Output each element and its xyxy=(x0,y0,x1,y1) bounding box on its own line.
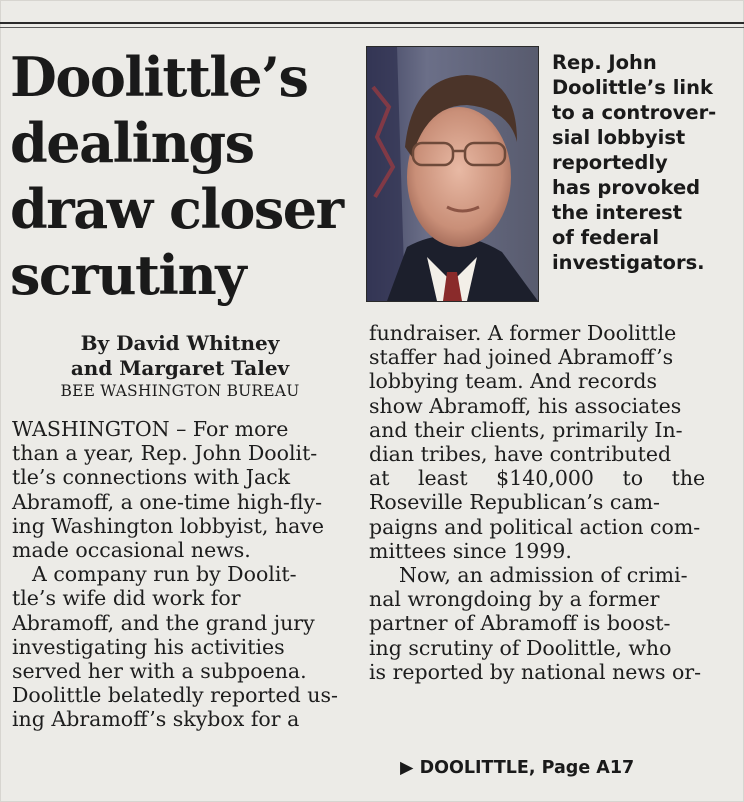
body-line: Roseville Republican’s cam- xyxy=(369,490,660,515)
body-line: tle’s wife did work for xyxy=(12,586,241,611)
body-line: ing Abramoff’s skybox for a xyxy=(12,707,300,732)
portrait-photo xyxy=(366,46,539,302)
continuation-jump xyxy=(400,758,740,778)
caption-line: the interest xyxy=(552,201,683,224)
body-line: at least $140,000 to the xyxy=(369,466,706,491)
body-line: served her with a subpoena. xyxy=(12,659,307,684)
body-line: nal wrongdoing by a former xyxy=(369,587,660,612)
body-line: ing Washington lobbyist, have xyxy=(12,513,325,538)
body-line: WASHINGTON – For more xyxy=(12,417,289,441)
body-line: A company run by Doolit- xyxy=(32,562,297,587)
byline-author-2: and Margaret Talev xyxy=(70,356,290,380)
body-line: mittees since 1999. xyxy=(369,538,572,563)
body-line: paigns and political action com- xyxy=(369,514,701,539)
headline-line: draw closer xyxy=(10,177,343,241)
body-line: made occasional news. xyxy=(12,538,251,563)
article-column-2 xyxy=(369,321,741,684)
body-line: staffer had joined Abramoff’s xyxy=(369,345,674,370)
caption-line: sial lobbyist xyxy=(552,126,686,149)
jump-text: DOOLITTLE, Page A17 xyxy=(419,758,635,778)
headline-line: scrutiny xyxy=(10,243,246,307)
body-line: ing scrutiny of Doolittle, who xyxy=(369,635,672,660)
body-line: show Abramoff, his associates xyxy=(369,393,682,418)
caption-line: to a controver- xyxy=(552,101,717,124)
body-line: Now, an admission of crimi- xyxy=(399,563,688,588)
jump-arrow-icon: ▶ xyxy=(400,758,414,778)
byline xyxy=(10,331,350,401)
photo-caption xyxy=(552,50,742,275)
body-line: Abramoff, and the grand jury xyxy=(12,610,315,635)
caption-line: of federal xyxy=(552,226,660,249)
portrait-illustration xyxy=(367,47,538,301)
top-rule-thin xyxy=(0,27,744,28)
caption-line: has provoked xyxy=(552,176,701,199)
body-line: Abramoff, a one-time high-fly- xyxy=(12,489,323,514)
headline-line: dealings xyxy=(10,111,254,175)
body-line: investigating his activities xyxy=(12,634,285,659)
body-line: partner of Abramoff is boost- xyxy=(369,611,671,636)
byline-author-1: By David Whitney xyxy=(80,331,280,355)
body-line: than a year, Rep. John Doolit- xyxy=(12,441,318,466)
body-line: fundraiser. A former Doolittle xyxy=(369,321,677,345)
body-line: dian tribes, have contributed xyxy=(369,442,672,467)
article-column-1 xyxy=(12,417,360,732)
byline-bureau: BEE WASHINGTON BUREAU xyxy=(60,382,300,400)
caption-line: Rep. John xyxy=(552,51,657,74)
body-line: lobbying team. And records xyxy=(369,369,658,394)
body-line: and their clients, primarily In- xyxy=(369,417,683,442)
body-line: tle’s connections with Jack xyxy=(12,465,291,490)
body-line: is reported by national news or- xyxy=(369,659,702,684)
headline xyxy=(10,44,360,308)
headline-line: Doolittle’s xyxy=(10,45,308,109)
caption-line: reportedly xyxy=(552,151,668,174)
body-line: Doolittle belatedly reported us- xyxy=(12,683,338,708)
caption-line: investigators. xyxy=(552,251,705,274)
top-rule xyxy=(0,22,744,24)
caption-line: Doolittle’s link xyxy=(552,76,713,99)
